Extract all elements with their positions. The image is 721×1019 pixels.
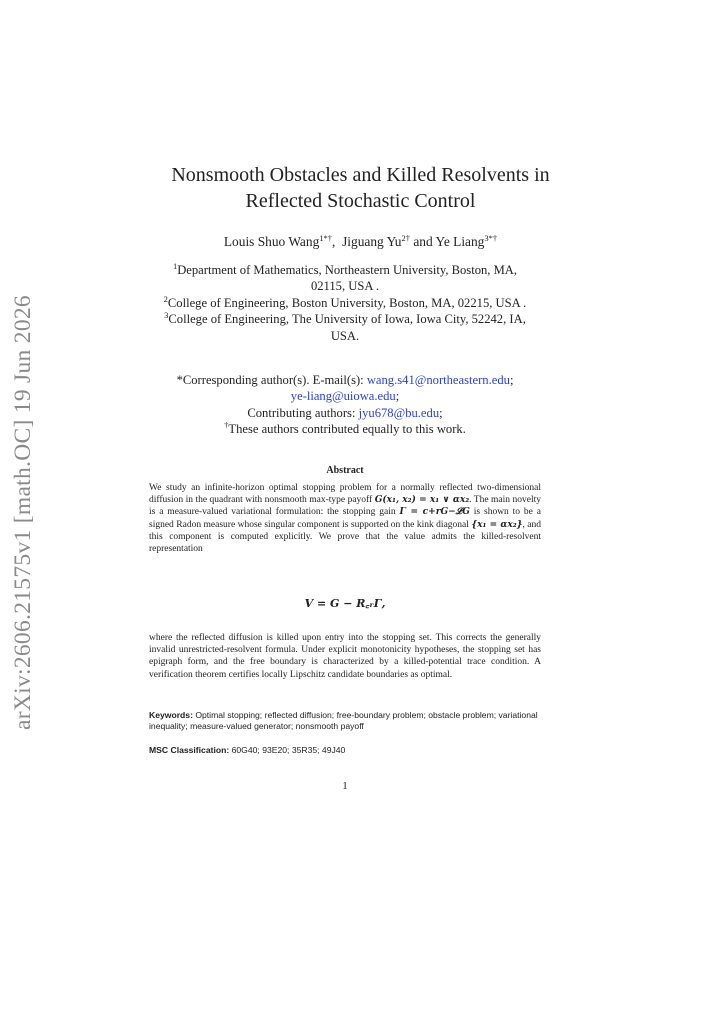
msc-label: MSC Classification: [149, 745, 230, 755]
corresponding-line: *Corresponding author(s). E-mail(s): wang.s41@northeastern.edu; [176, 373, 514, 387]
author-sup-3: 3*† [484, 233, 498, 243]
gain-formula: Γ = c+rG−𝓛G [399, 507, 470, 518]
keywords-label: Keywords: [149, 710, 193, 720]
author-name-2: Jiguang Yu [342, 234, 402, 249]
email-link-2[interactable]: ye-liang@uiowa.edu [290, 389, 396, 404]
corresponding-line-2: ye-liang@uiowa.edu; [290, 389, 400, 404]
affiliation-3: $^3$College of Engineering, The University of Iowa, Iowa City, 52242, IA, [164, 310, 526, 327]
affiliation-3-cont: USA. [330, 328, 360, 343]
kink-diagonal-formula: {x₁ = αx₂} [471, 519, 523, 530]
author-name-3: Ye Liang [435, 234, 485, 249]
abstract-paragraph-1: We study an infinite-horizon optimal stopping problem for a normally reflected two-dimensional diffusion in the quadrant with nonsmooth max-type payoff G(x₁, x₂) = x₁ ∨ αx₂. The main novelty is a measure-valued variational formulation: the stopping gain Γ = c+rG−𝓛G is shown to be a signed Radon measure whose singular component is supported on the kink diagonal {x₁ = αx₂}, and this component is computed explicitly. We prove that the value admits the killed-resolvent representation [149, 483, 542, 555]
msc-text: 60G40; 93E20; 35R35; 49J40 [229, 745, 346, 755]
author-sup-2: 2† [401, 233, 410, 243]
email-link-3[interactable]: jyu678@bu.edu [358, 405, 440, 420]
correspondence-block [130, 372, 560, 438]
keywords-text: Optimal stopping; reflected diffusion; free-boundary problem; obstacle problem; variational inequality; measure-valued generator; nonsmooth payoff [149, 710, 538, 731]
abstract-paragraph-2: where the reflected diffusion is killed upon entry into the stopping set. This corrects the generally invalid unrestricted-resolvent formula. Under explicit monotonicity hypotheses, the stopping set has epigraph form, and the free boundary is characterized by a killed-potential trace condition. A verification theorem certifies locally Lipschitz candidate boundaries as optimal. [149, 633, 541, 680]
payoff-formula: G(x₁, x₂) = x₁ ∨ αx₂ [374, 495, 470, 506]
msc-classification [149, 745, 541, 755]
author-sup-1: 1*† [319, 233, 333, 243]
keywords [149, 710, 541, 732]
affiliation-1-cont: 02115, USA . [310, 279, 380, 294]
abstract-heading: Abstract [326, 465, 364, 476]
author-list: Louis Shuo Wang$^{1*\dagger}$, Jiguang $Yu^{2\dagger}$ and Ye Liang$^{3*\dagger}$ [223, 233, 498, 249]
contributing-line: Contributing authors: jyu678@bu.edu; [247, 405, 443, 420]
equal-contribution-note: †These authors contributed equally to this work. [224, 420, 466, 437]
arxiv-identifier-stamp: arXiv:2606.21575v1 [math.OC] 19 Jun 2026 [10, 295, 36, 730]
author-name-1: Louis Shuo Wang [223, 234, 320, 249]
author-and: and [413, 234, 433, 249]
affiliation-2: $^2$College of Engineering, Boston University, Boston, MA, 02215, USA . [163, 293, 527, 310]
display-equation: V = G − R꜀ᵣΓ, [304, 597, 386, 610]
title-line-2: Reflected Stochastic Control [245, 190, 476, 212]
affiliation-1: $^1$Department of Mathematics, Northeastern University, Boston, MA, [172, 261, 518, 277]
paper-title [0, 162, 721, 214]
email-link-1[interactable]: wang.s41@northeastern.edu [366, 373, 510, 387]
page-number: 1 [342, 780, 348, 792]
affiliations [130, 262, 560, 344]
title-line-1: Nonsmooth Obstacles and Killed Resolvents in [171, 164, 550, 186]
